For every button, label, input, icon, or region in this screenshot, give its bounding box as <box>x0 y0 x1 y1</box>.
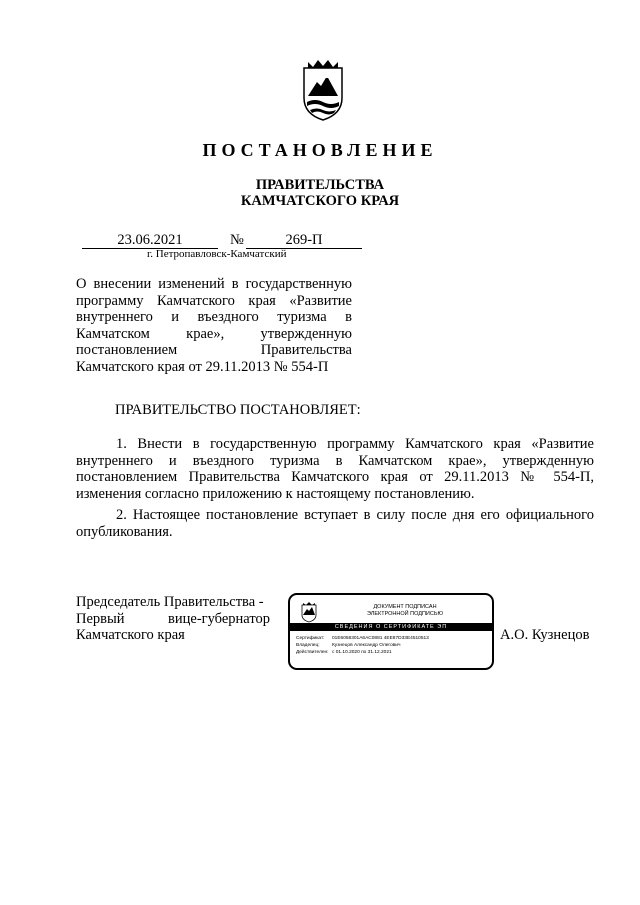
document-city: г. Петропавловск-Камчатский <box>147 248 287 260</box>
kamchatka-coat-of-arms-emblem <box>300 58 346 122</box>
certificate-row <box>296 636 486 642</box>
position-line: Первый вице-губернатор <box>76 610 270 627</box>
subject-line: внутреннего и въездного туризма в <box>76 309 352 325</box>
document-subject <box>76 276 352 375</box>
subject-line: О внесении изменений в государственную <box>76 276 352 292</box>
subject-line: программу Камчатского края «Развитие <box>76 292 352 309</box>
validity-value: с 01.10.2020 по 31.12.2021 <box>332 650 392 655</box>
subject-line: постановлением Правительства <box>76 342 352 358</box>
stamp-band: СВЕДЕНИЯ О СЕРТИФИКАТЕ ЭП <box>290 623 492 631</box>
issuing-authority <box>0 177 640 209</box>
electronic-signature-stamp <box>288 593 494 670</box>
validity-row <box>296 650 486 656</box>
subject-line: Камчатском крае», утвержденную <box>76 325 352 342</box>
position-line: Камчатского края <box>76 627 185 643</box>
owner-label: Владелец: <box>296 643 320 648</box>
paragraph-1: 1. Внести в государственную программу Камчатского края «Развитие внутреннего и въездного туризма в Камчатском крае», утвержденную постановлением Правительства Камчатского края от 29.11.2013 № 554-П, изменения согласно приложению к настоящему постановлению. <box>76 436 594 502</box>
authority-line-2: КАМЧАТСКОГО КРАЯ <box>240 193 400 209</box>
stamp-heading-line: ДОКУМЕНТ ПОДПИСАН <box>373 604 437 610</box>
signatory-name: А.О. Кузнецов <box>500 627 590 643</box>
document-title: ПОСТАНОВЛЕНИЕ <box>202 140 438 160</box>
subject-line: Камчатского края от 29.11.2013 № 554-П <box>76 358 329 375</box>
certificate-value: 01E6058301A6AC0881 4EE87D33E4510513 <box>332 636 429 641</box>
authority-line-1: ПРАВИТЕЛЬСТВА <box>255 177 385 193</box>
validity-label: Действителен: <box>296 650 329 655</box>
paragraph-2: 2. Настоящее постановление вступает в силу после дня его официального опубликования. <box>76 507 594 540</box>
stamp-emblem-icon <box>300 601 318 623</box>
position-line: Председатель Правительства - <box>76 594 264 610</box>
document-number: 269-П <box>246 232 362 249</box>
document-date: 23.06.2021 <box>82 232 218 249</box>
certificate-label: Сертификат: <box>296 636 325 641</box>
number-sign: № <box>230 232 244 248</box>
signatory-position <box>76 594 270 644</box>
resolution-heading: ПРАВИТЕЛЬСТВО ПОСТАНОВЛЯЕТ: <box>115 402 361 418</box>
owner-value: Кузнецов Александр Олегович <box>332 643 401 648</box>
stamp-heading <box>324 604 486 618</box>
stamp-heading-line: ЭЛЕКТРОННОЙ ПОДПИСЬЮ <box>366 611 444 617</box>
owner-row <box>296 643 486 649</box>
